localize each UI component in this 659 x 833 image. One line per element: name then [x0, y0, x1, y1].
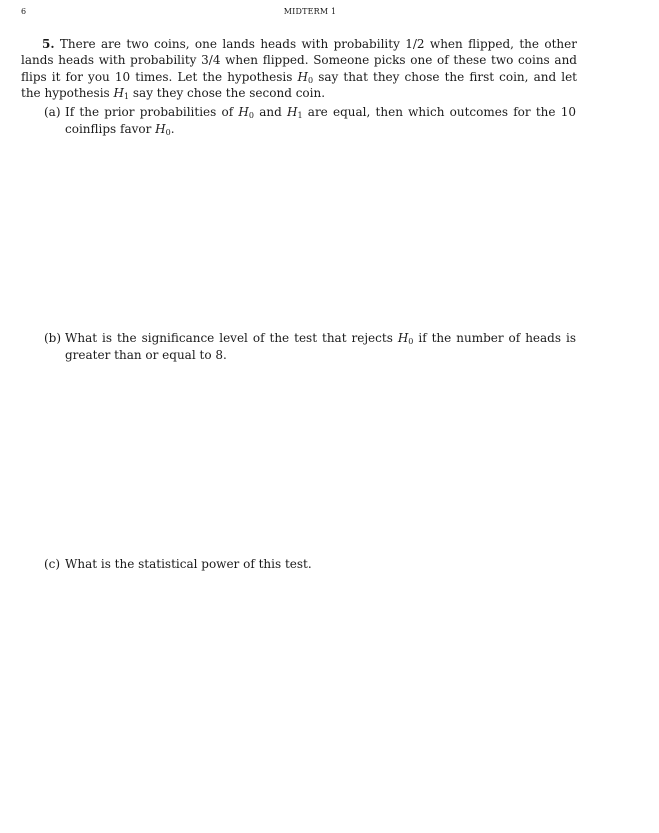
part-b-h0: [398, 331, 414, 345]
part-b-text-1: What is the significance level of the test that rejects: [65, 331, 398, 345]
problem-text-a: There are two coins, one lands heads with probability 1/2 when flipped, the other lands heads with probability 3/4 when flipped. Someone picks one of these two coins and flips it for you 10 times. Let the hypothesis: [21, 37, 577, 84]
problem-text-c: say they chose the second coin.: [129, 86, 326, 101]
part-a-h0-favor: [155, 122, 171, 136]
part-a-h0-favor-symbol: H: [155, 122, 166, 136]
h1-symbol: H: [113, 86, 124, 101]
part-c-text-1: What is the statistical power of this test.: [65, 557, 312, 571]
part-a-h1: [287, 105, 303, 119]
h0-subscript: 0: [308, 75, 314, 85]
part-a: [44, 104, 576, 138]
page-number: 6: [21, 7, 27, 16]
part-a-h1-subscript: 1: [297, 111, 303, 120]
h1-subscript: 1: [123, 92, 130, 102]
part-a-h0: [238, 105, 254, 119]
part-a-text-3: are equal, then which outcomes for the 10 coinflips favor: [65, 105, 576, 136]
part-b-text: [65, 330, 576, 364]
part-a-h0-subscript: 0: [248, 111, 254, 120]
part-a-text-1: If the prior probabilities of: [65, 105, 239, 119]
part-b: [44, 330, 576, 364]
hypothesis-h1: [114, 86, 130, 100]
part-c-label: (c): [44, 557, 61, 571]
part-a-text-2: and: [253, 105, 287, 119]
part-a-h0-symbol: H: [238, 105, 249, 119]
problem-text-b: say that they chose the first coin, and let the hypothesis: [21, 69, 577, 101]
part-b-text-2: if the number of heads is greater than or equal to 8.: [65, 331, 576, 362]
h0-symbol: H: [297, 69, 308, 84]
hypothesis-h0: [298, 70, 314, 84]
part-a-h1-symbol: H: [287, 105, 298, 119]
part-a-text-4: .: [170, 122, 175, 136]
problem-statement: [21, 36, 577, 102]
part-a-text: [65, 104, 576, 138]
part-c-text: [65, 556, 576, 573]
part-a-label: (a): [44, 105, 61, 119]
part-c: [44, 556, 576, 573]
problem-number: 5.: [42, 37, 55, 51]
part-a-h0-favor-subscript: 0: [165, 128, 171, 137]
part-b-h0-subscript: 0: [408, 337, 414, 346]
running-title: MIDTERM 1: [283, 7, 337, 16]
part-b-label: (b): [44, 331, 62, 345]
part-b-h0-symbol: H: [397, 331, 409, 345]
problem-paragraph: [21, 36, 577, 102]
